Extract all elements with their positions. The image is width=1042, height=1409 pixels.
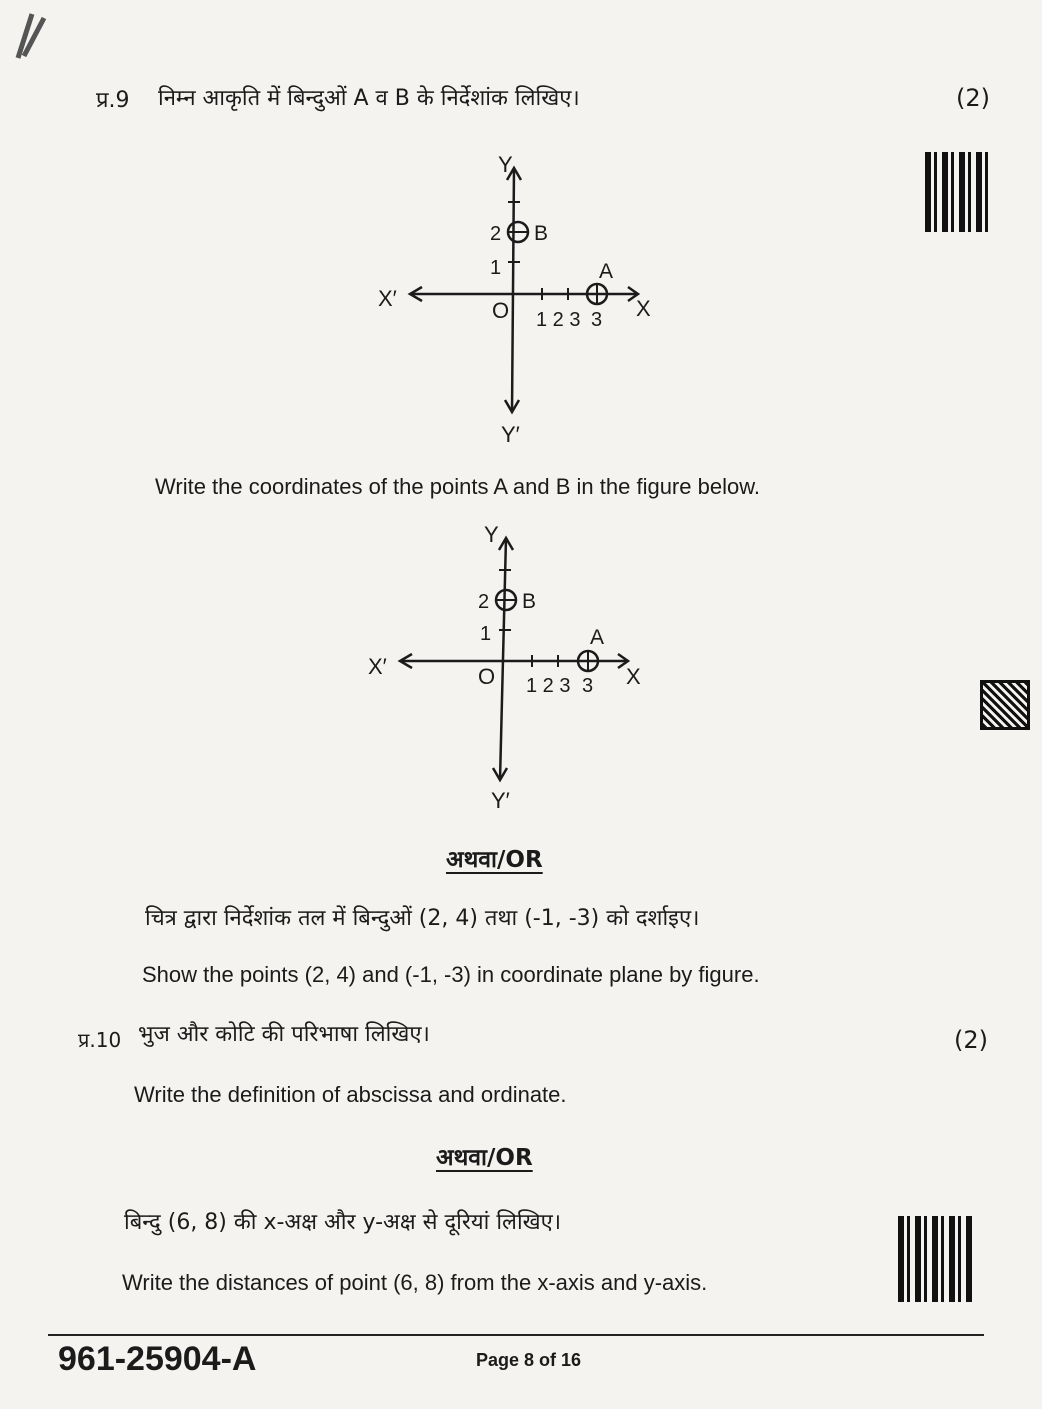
label-y-neg: Y′ [501, 422, 520, 447]
question-9-marks: (2) [956, 84, 990, 112]
corner-mark [10, 8, 50, 63]
label-x-ticks: 1 2 3 [536, 309, 581, 331]
question-10-text-english: Write the definition of abscissa and ordinate. [134, 1082, 567, 1107]
label-x: X [626, 664, 641, 689]
question-9-number: प्र.9 [96, 88, 130, 113]
qr-code-middle [980, 680, 1030, 730]
paper-code: 961-25904-A [58, 1340, 257, 1378]
label-point-b: B [522, 590, 537, 613]
question-10-number: प्र.10 [78, 1028, 122, 1052]
question-10-alt-hindi: बिन्दु (6, 8) की x-अक्ष और y-अक्ष से दूरियां लिखिए। [124, 1210, 562, 1235]
barcode-top [925, 152, 993, 232]
label-x: X [636, 296, 651, 321]
label-y: Y [498, 152, 513, 177]
question-10-marks: (2) [954, 1026, 988, 1054]
page-number: Page 8 of 16 [476, 1350, 582, 1370]
label-x-ticks: 1 2 3 [526, 675, 571, 697]
question-10-alt-english: Write the distances of point (6, 8) from the x-axis and y-axis. [122, 1270, 708, 1295]
label-x-neg: X′ [378, 286, 397, 311]
label-origin: O [478, 664, 496, 689]
label-x-neg: X′ [368, 654, 387, 679]
label-y-tick-2: 2 [490, 223, 502, 245]
question-9-text-hindi: निम्न आकृति में बिन्दुओं A व B के निर्देशांक लिखिए। [158, 86, 580, 111]
label-x-tick-3: 3 [591, 309, 603, 331]
coordinate-figure-english [360, 518, 660, 818]
label-x-tick-3: 3 [582, 675, 594, 697]
footer-divider [48, 1334, 984, 1336]
question-9-alt-hindi: चित्र द्वारा निर्देशांक तल में बिन्दुओं (2, 4) तथा (-1, -3) को दर्शाइए। [145, 906, 700, 931]
label-origin: O [492, 298, 510, 323]
question-9-text-english: Write the coordinates of the points A and B in the figure below. [155, 474, 760, 499]
label-point-a: A [599, 260, 614, 283]
label-y: Y [484, 522, 499, 547]
label-y-tick-1: 1 [480, 623, 492, 645]
question-10-text-hindi: भुज और कोटि की परिभाषा लिखिए। [138, 1022, 430, 1047]
label-point-a: A [590, 626, 605, 649]
question-10-or-label: अथवा/OR [436, 1145, 533, 1171]
label-y-tick-1: 1 [490, 257, 502, 279]
label-y-neg: Y′ [491, 788, 510, 813]
barcode-bottom [898, 1216, 974, 1302]
label-y-tick-2: 2 [478, 591, 490, 613]
question-9-or-label: अथवा/OR [446, 847, 543, 873]
question-9-alt-english: Show the points (2, 4) and (-1, -3) in coordinate plane by figure. [142, 962, 760, 987]
coordinate-figure-hindi [370, 150, 670, 450]
label-point-b: B [534, 222, 549, 245]
